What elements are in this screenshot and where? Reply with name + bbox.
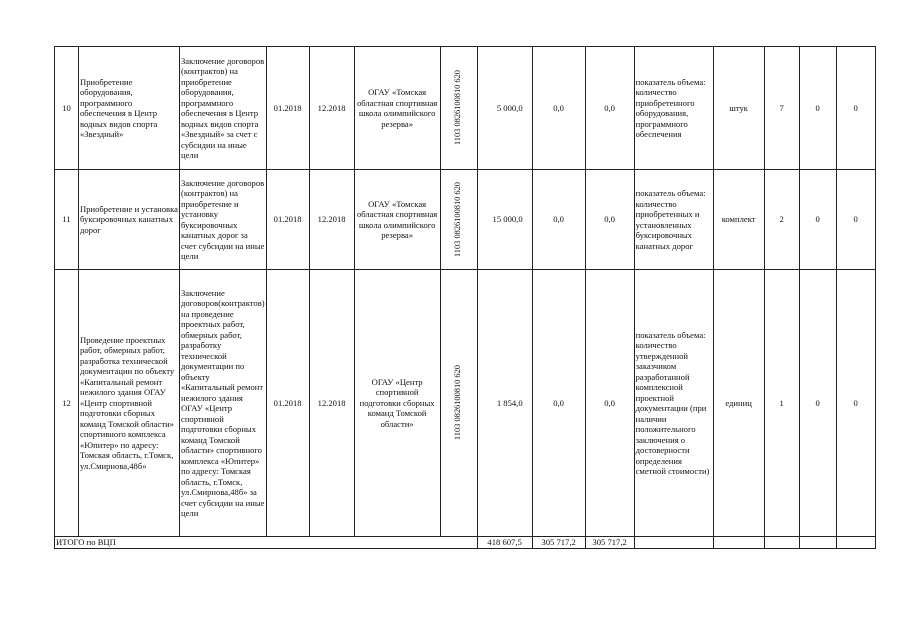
row-quantity-2: 0 [799, 270, 836, 537]
row-value-2: 0,0 [532, 170, 585, 270]
row-indicator: показатель объема: количество приобретенных и установленных буксировочных канатных дорог [634, 170, 713, 270]
total-empty-q3 [836, 537, 875, 549]
row-value-2: 0,0 [532, 47, 585, 170]
row-event: Заключение договоров(контрактов) на проведение проектных работ, обмерных работ, разработку технической документации по объекту «Капитальный ремонт нежилого здания ОГАУ «Центр спортивной подготовки сборных команд Томской области» спортивного комплекса «Юпитер» по адресу: Томская область, г.Томск, ул.Смирнова,48б» за счет субсидии на иные цели [180, 270, 267, 537]
row-executor: ОГАУ «Томская областная спортивная школа олимпийского резерва» [354, 170, 440, 270]
row-name: Приобретение оборудования, программного обеспечения в Центр водных видов спорта «Звездный» [79, 47, 180, 170]
row-unit: штук [713, 47, 764, 170]
row-quantity-2: 0 [799, 47, 836, 170]
row-start-date: 01.2018 [266, 170, 309, 270]
row-quantity-3: 0 [836, 270, 875, 537]
row-name: Проведение проектных работ, обмерных работ, разработка технической документации по объекту «Капитальный ремонт нежилого здания ОГАУ «Центр спортивной подготовки сборных команд Томской области» спортивного комплекса «Юпитер» по адресу: Томская область, г.Томск, ул.Смирнова,48б» [79, 270, 180, 537]
row-value-2: 0,0 [532, 270, 585, 537]
total-amount-3: 305 717,2 [585, 537, 634, 549]
total-empty-q1 [764, 537, 799, 549]
row-event: Заключение договоров (контрактов) на приобретение оборудования, программного обеспечения в Центр водных видов спорта «Звездный» за счет с субсидии на иные цели [180, 47, 267, 170]
row-end-date: 12.2018 [309, 270, 354, 537]
row-number: 12 [55, 270, 79, 537]
row-quantity-3: 0 [836, 47, 875, 170]
row-budget-code: 1103 0826100810 620 [453, 365, 463, 441]
row-number: 11 [55, 170, 79, 270]
row-executor: ОГАУ «Центр спортивной подготовки сборных команд Томской области» [354, 270, 440, 537]
row-quantity-3: 0 [836, 170, 875, 270]
total-row [55, 537, 876, 549]
row-executor: ОГАУ «Томская областная спортивная школа олимпийского резерва» [354, 47, 440, 170]
row-indicator: показатель объема: количество приобретенного оборудования, программного обеспечения [634, 47, 713, 170]
row-name: Приобретение и установка буксировочных канатных дорог [79, 170, 180, 270]
row-budget-code: 1103 0826100810 620 [453, 70, 463, 146]
total-label: ИТОГО по ВЦП [55, 537, 478, 549]
row-number: 10 [55, 47, 79, 170]
row-start-date: 01.2018 [266, 270, 309, 537]
total-amount-1: 418 607,5 [477, 537, 532, 549]
row-end-date: 12.2018 [309, 47, 354, 170]
row-start-date: 01.2018 [266, 47, 309, 170]
row-amount: 1 854,0 [477, 270, 532, 537]
total-empty-q2 [799, 537, 836, 549]
row-unit: единиц [713, 270, 764, 537]
row-quantity-1: 7 [764, 47, 799, 170]
total-amount-2: 305 717,2 [532, 537, 585, 549]
row-value-3: 0,0 [585, 270, 634, 537]
table-row [55, 170, 876, 270]
row-quantity-1: 1 [764, 270, 799, 537]
table-row [55, 47, 876, 170]
total-empty-unit [713, 537, 764, 549]
row-value-3: 0,0 [585, 170, 634, 270]
table-row [55, 270, 876, 537]
row-quantity-1: 2 [764, 170, 799, 270]
program-table [54, 46, 876, 549]
row-end-date: 12.2018 [309, 170, 354, 270]
row-value-3: 0,0 [585, 47, 634, 170]
row-budget-code: 1103 0826100810 620 [453, 181, 463, 258]
row-unit: комплект [713, 170, 764, 270]
row-indicator: показатель объема: количество утвержденной заказчиком разработанной комплексной проектной документации (при наличии положительного заключения о достоверности определения сметной стоимости) [634, 270, 713, 537]
total-empty-indicator [634, 537, 713, 549]
row-amount: 5 000,0 [477, 47, 532, 170]
row-event: Заключение договоров (контрактов) на приобретение и установку буксировочных канатных дорог за счет субсидии на иные цели [180, 170, 267, 270]
row-amount: 15 000,0 [477, 170, 532, 270]
row-quantity-2: 0 [799, 170, 836, 270]
